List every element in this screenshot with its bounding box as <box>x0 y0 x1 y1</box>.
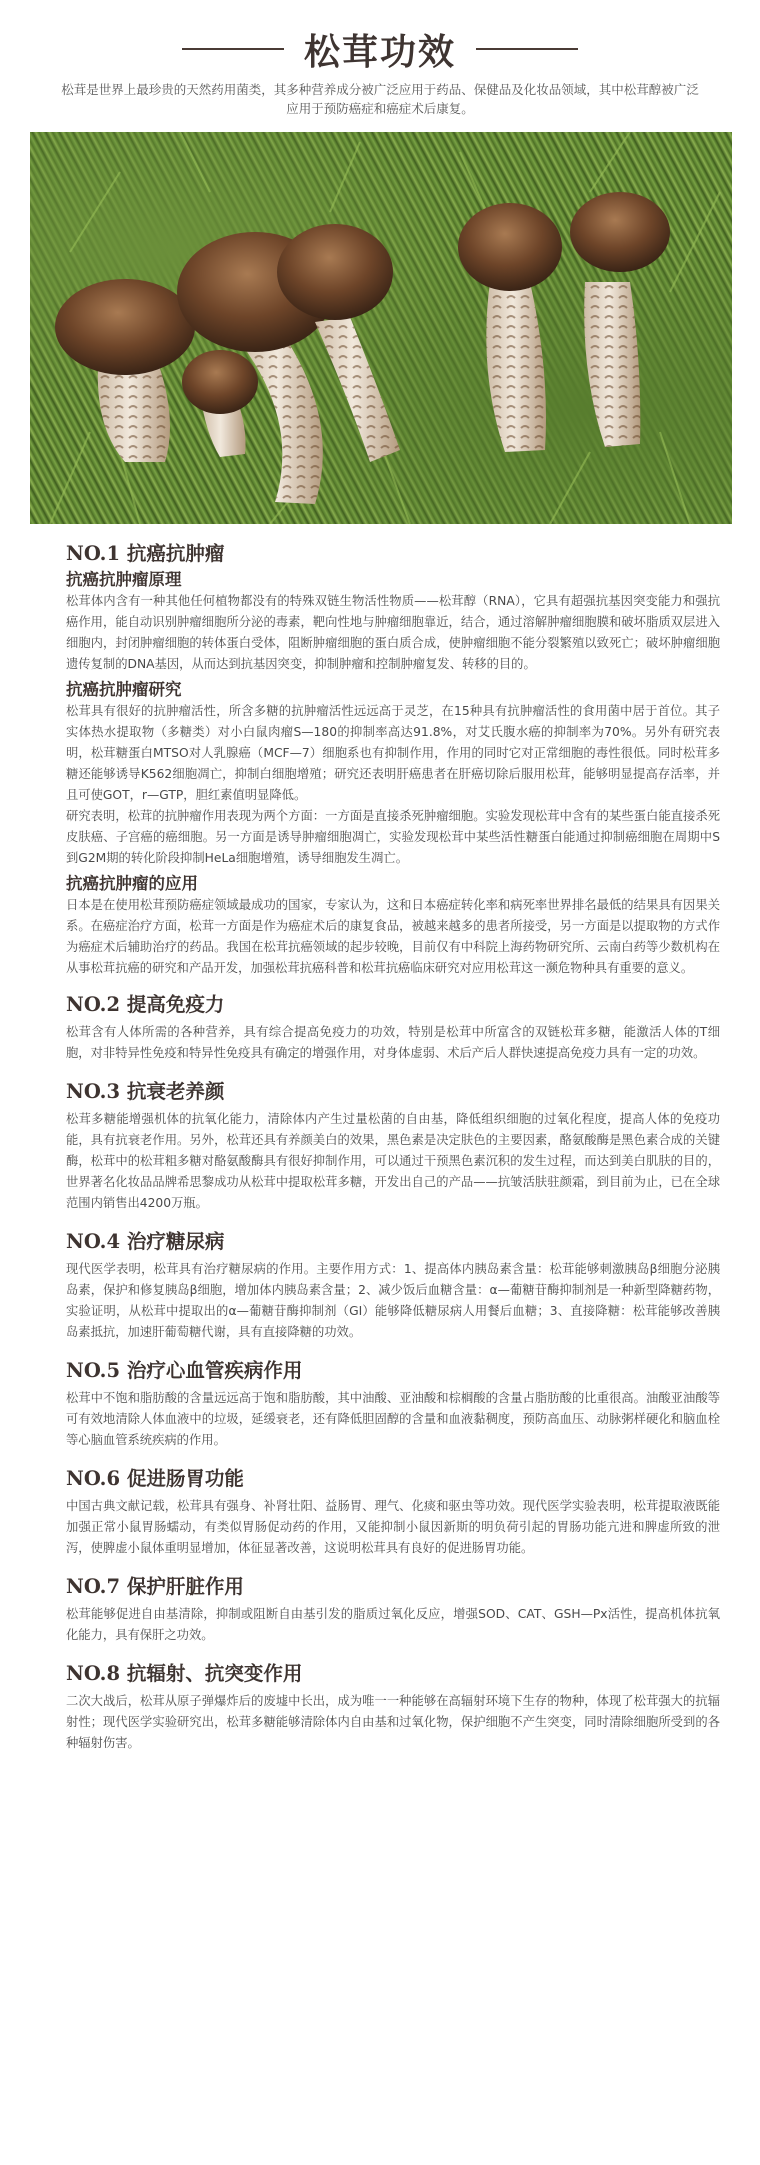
subheading-application: 抗癌抗肿瘤的应用 <box>66 874 198 893</box>
section-heading-cardiovascular: NO.5 治疗心血管疾病作用 <box>66 1359 303 1382</box>
section-heading-diabetes: NO.4 治疗糖尿病 <box>66 1230 225 1253</box>
paragraph-digestion: 中国古典文献记载，松茸具有强身、补肾壮阳、益肠胃、理气、化痰和驱虫等功效。现代医学实验表明，松茸提取液既能加强正常小鼠胃肠蠕动，有类似胃肠促动药的作用，又能抑制小鼠因新斯的明负荷引起的胃肠功能亢进和脾虚所致的泄泻，使脾虚小鼠体重明显增加，体征显著改善，这说明松茸具有良好的促进肠胃功能。 <box>66 1499 720 1555</box>
title-rule-right <box>476 48 578 50</box>
paragraph-principle: 松茸体内含有一种其他任何植物都没有的特殊双链生物活性物质——松茸醇（RNA），它具有超强抗基因突变能力和强抗癌作用，能自动识别肿瘤细胞所分泌的毒素，靶向性地与肿瘤细胞靠近，结合，通过溶解肿瘤细胞膜和破坏脂质双层进入细胞内，封闭肿瘤细胞的转体蛋白受体，阻断肿瘤细胞的蛋白质合成，使肿瘤细胞不能分裂繁殖以致死亡；破坏肿瘤细胞遗传复制的DNA基因，从而达到抗基因突变，抑制肿瘤和控制肿瘤复发、转移的目的。 <box>66 594 720 671</box>
paragraph-application: 日本是在使用松茸预防癌症领域最成功的国家，专家认为，这和日本癌症转化率和病死率世界排名最低的结果具有因果关系。在癌症治疗方面，松茸一方面是作为癌症术后的康复食品，被越来越多的患者所接受，另一方面是以提取物的方式作为癌症术后辅助治疗的药品。我国在松茸抗癌领域的起步较晚，目前仅有中科院上海药物研究所、云南白药等少数机构在从事松茸抗癌的研究和产品开发，加强松茸抗癌科普和松茸抗癌临床研究对应用松茸这一濒危物种具有重要的意义。 <box>66 898 720 975</box>
matsutake-illustration <box>30 132 732 524</box>
matsutake-photo <box>30 132 732 524</box>
paragraph-immunity: 松茸含有人体所需的各种营养，具有综合提高免疫力的功效，特别是松茸中所富含的双链松茸多糖，能激活人体的T细胞，对非特异性免疫和特异性免疫具有确定的增强作用，对身体虚弱、术后产后人群快速提高免疫力具有一定的功效。 <box>66 1025 720 1060</box>
section-heading-antiradiation: NO.8 抗辐射、抗突变作用 <box>66 1662 303 1685</box>
paragraph-diabetes: 现代医学表明，松茸具有治疗糖尿病的作用。主要作用方式：1、提高体内胰岛素含量：松茸能够刺激胰岛β细胞分泌胰岛素，保护和修复胰岛β细胞，增加体内胰岛素含量；2、减少饭后血糖含量：α—葡糖苷酶抑制剂是一种新型降糖药物，实验证明，从松茸中提取出的α—葡糖苷酶抑制剂（GI）能够降低糖尿病人用餐后血糖；3、直接降糖：松茸能够改善胰岛素抵抗，加速肝葡萄糖代谢，具有直接降糖的功效。 <box>66 1262 720 1339</box>
subheading-research: 抗癌抗肿瘤研究 <box>66 680 182 699</box>
page-title: 松茸功效 <box>303 30 456 73</box>
title-row <box>0 0 760 74</box>
paragraph-antiaging: 松茸多糖能增强机体的抗氧化能力，清除体内产生过量松菌的自由基，降低组织细胞的过氧化程度，提高人体的免疫功能，具有抗衰老作用。另外，松茸还具有养颜美白的效果，黑色素是决定肤色的主要因素，酪氨酸酶是黑色素合成的关键酶，松茸中的松茸粗多糖对酪氨酸酶具有很好抑制作用，可以通过干预黑色素沉积的发生过程，而达到美白肌肤的目的，世界著名化妆品品牌希思黎成功从松茸中提取松茸多糖，开发出自己的产品——抗皱活肤驻颜霜，到目前为止，已在全球范围内销售出4200万瓶。 <box>66 1112 720 1210</box>
paragraph-research-2: 研究表明，松茸的抗肿瘤作用表现为两个方面：一方面是直接杀死肿瘤细胞。实验发现松茸中含有的某些蛋白能直接杀死皮肤癌、子宫癌的癌细胞。另一方面是诱导肿瘤细胞凋亡，实验发现松茸中某些活性糖蛋白能通过抑制癌细胞在周期中S到G2M期的转化阶段抑制HeLa细胞增殖，诱导细胞发生凋亡。 <box>66 809 720 865</box>
subheading-principle: 抗癌抗肿瘤原理 <box>66 570 182 589</box>
paragraph-antiradiation: 二次大战后，松茸从原子弹爆炸后的废墟中长出，成为唯一一种能够在高辐射环境下生存的物种，体现了松茸强大的抗辐射性；现代医学实验研究出，松茸多糖能够清除体内自由基和过氧化物，保护细胞不产生突变，同时清除细胞所受到的各种辐射伤害。 <box>66 1694 720 1750</box>
content <box>66 524 720 1754</box>
section-heading-antiaging: NO.3 抗衰老养颜 <box>66 1080 225 1103</box>
paragraph-cardiovascular: 松茸中不饱和脂肪酸的含量远远高于饱和脂肪酸，其中油酸、亚油酸和棕榈酸的含量占脂肪酸的比重很高。油酸亚油酸等可有效地清除人体血液中的垃圾，延缓衰老，还有降低胆固醇的含量和血液黏稠度，预防高血压、动脉粥样硬化和脑血栓等心脑血管系统疾病的作用。 <box>66 1391 720 1447</box>
section-heading-liver: NO.7 保护肝脏作用 <box>66 1575 244 1598</box>
section-heading-immunity: NO.2 提高免疫力 <box>66 993 225 1016</box>
title-rule-left <box>182 48 284 50</box>
paragraph-liver: 松茸能够促进自由基清除，抑制或阻断自由基引发的脂质过氧化反应，增强SOD、CAT、GSH—Px活性，提高机体抗氧化能力，具有保肝之功效。 <box>66 1607 720 1642</box>
section-heading-anticancer: NO.1 抗癌抗肿瘤 <box>66 542 225 565</box>
paragraph-research-1: 松茸具有很好的抗肿瘤活性，所含多糖的抗肿瘤活性远远高于灵芝，在15种具有抗肿瘤活性的食用菌中居于首位。其子实体热水提取物（多糖类）对小白鼠肉瘤S—180的抑制率高达91.8%，对艾氏腹水癌的抑制率为70%。另外有研究表明，松茸糖蛋白MTSO对人乳腺癌（MCF—7）细胞系也有抑制作用，作用的同时它对正常细胞的毒性很低。同时松茸多糖还能够诱导K562细胞凋亡，抑制白细胞增殖；研究还表明肝癌患者在肝癌切除后服用松茸，能够明显提高存活率，并且可使GOT，r—GTP，胆红素值明显降低。 <box>66 704 720 802</box>
section-heading-digestion: NO.6 促进肠胃功能 <box>66 1467 244 1490</box>
intro-text: 松茸是世界上最珍贵的天然药用菌类，其多种营养成分被广泛应用于药品、保健品及化妆品领域，其中松茸醇被广泛应用于预防癌症和癌症术后康复。 <box>61 82 699 116</box>
